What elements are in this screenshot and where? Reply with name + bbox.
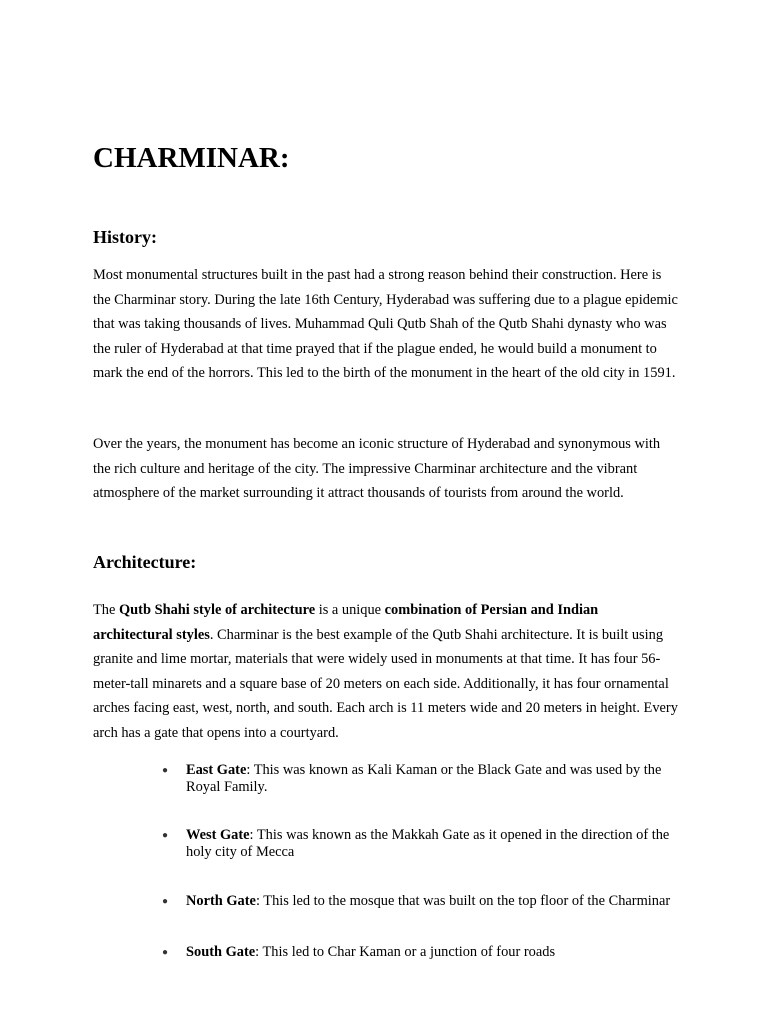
gate-description: : This was known as Kali Kaman or the Black Gate and was used by the Royal Family. xyxy=(186,762,662,795)
list-item-east-gate xyxy=(162,762,681,796)
architecture-paragraph xyxy=(93,598,678,746)
intro-text-mid: is a unique xyxy=(315,602,385,618)
page-title: CHARMINAR: xyxy=(93,142,290,174)
list-item-south-gate xyxy=(162,944,681,961)
intro-bold-combination: combination of Persian and Indian architectural styles xyxy=(93,602,599,643)
bullet-icon: ● xyxy=(162,896,169,907)
bullet-icon: ● xyxy=(162,947,169,958)
gate-name: North Gate xyxy=(186,893,256,909)
history-paragraph-2: Over the years, the monument has become an iconic structure of Hyderabad and synonymous with the rich culture and heritage of the city. The impressive Charminar architecture and the vibrant atmosphere of the market surrounding it attract thousands of tourists from around the world. xyxy=(93,436,661,502)
bullet-icon: ● xyxy=(162,765,169,776)
bullet-icon: ● xyxy=(162,830,169,841)
architecture-heading: Architecture: xyxy=(93,552,197,572)
list-item-west-gate xyxy=(162,827,681,861)
list-item-north-gate xyxy=(162,893,681,910)
intro-bold-style: Qutb Shahi style of architecture xyxy=(118,602,316,618)
intro-text: The xyxy=(93,602,119,618)
gate-description: : This was known as the Makkah Gate as it opened in the direction of the holy city of Mecca xyxy=(186,827,670,860)
gate-description: : This led to the mosque that was built on the top floor of the Charminar xyxy=(255,893,671,909)
intro-text-rest: . Charminar is the best example of the Qutb Shahi architecture. It is built using granite and lime mortar, materials that were widely used in monuments at that time. It has four 56-meter-tall minarets and a square base of 20 meters on each side. Additionally, it has four ornamental arches facing east, west, north, and south. Each arch is 11 meters wide and 20 meters in height. Every arch has a gate that opens into a courtyard. xyxy=(93,626,678,741)
history-paragraph-1: Most monumental structures built in the past had a strong reason behind their construction. Here is the Charminar story. During the late 16th Century, Hyderabad was suffering due to a plague epidemic that was taking thousands of lives. Muhammad Quli Qutb Shah of the Qutb Shahi dynasty who was the ruler of Hyderabad at that time prayed that if the plague ended, he would build a monument to mark the end of the horrors. This led to the birth of the monument in the heart of the old city in 1591. xyxy=(93,267,678,382)
gate-name: West Gate xyxy=(186,827,250,843)
gate-name: South Gate xyxy=(186,944,256,960)
gate-name: East Gate xyxy=(186,762,247,778)
history-heading: History: xyxy=(93,227,157,247)
gate-description: : This led to Char Kaman or a junction of four roads xyxy=(255,944,556,960)
